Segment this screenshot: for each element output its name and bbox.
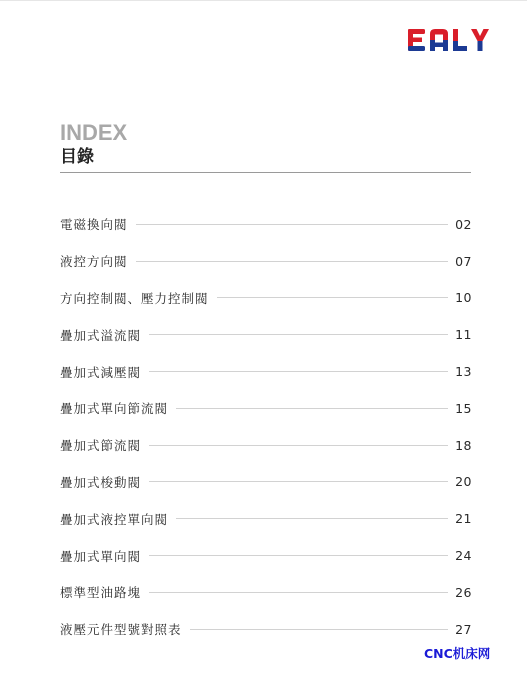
toc-entry-title: 液壓元件型號對照表	[60, 622, 182, 638]
toc-entry[interactable]	[60, 243, 472, 280]
toc-entry-title: 疊加式減壓閥	[60, 364, 142, 380]
toc-entry-page: 07	[455, 253, 472, 269]
toc-entry-title: 電磁換向閥	[60, 217, 128, 233]
toc-entry-title: 疊加式液控單向閥	[60, 511, 169, 527]
toc-entry-page: 02	[455, 216, 472, 232]
toc-entry-title: 疊加式單向閥	[60, 548, 142, 564]
toc-entry-title: 標準型油路塊	[60, 585, 142, 601]
toc-entry[interactable]	[60, 537, 472, 574]
toc-entry[interactable]	[60, 353, 472, 390]
toc-entry[interactable]	[60, 427, 472, 464]
toc-entry[interactable]	[60, 316, 472, 353]
toc-leader-line	[217, 297, 448, 298]
toc-list	[60, 206, 472, 648]
toc-entry-page: 10	[455, 290, 472, 306]
toc-leader-line	[136, 224, 448, 225]
toc-entry[interactable]	[60, 464, 472, 501]
toc-leader-line	[149, 334, 448, 335]
toc-entry-title: 液控方向閥	[60, 254, 128, 270]
toc-entry-page: 18	[455, 437, 472, 453]
toc-entry-page: 21	[455, 511, 472, 527]
toc-entry-page: 15	[455, 400, 472, 416]
index-title: INDEX	[60, 120, 128, 145]
toc-leader-line	[176, 518, 448, 519]
toc-entry-page: 11	[455, 327, 472, 343]
toc-entry[interactable]	[60, 206, 472, 243]
toc-entry[interactable]	[60, 574, 472, 611]
toc-leader-line	[190, 629, 448, 630]
toc-entry[interactable]	[60, 500, 472, 537]
toc-leader-line	[149, 445, 448, 446]
toc-entry-page: 24	[455, 548, 472, 564]
watermark-text: CNC机床网	[424, 646, 491, 661]
toc-entry-page: 27	[455, 621, 472, 637]
page-top-rule	[0, 0, 527, 1]
toc-entry-title: 疊加式梭動閥	[60, 474, 142, 490]
toc-entry[interactable]	[60, 280, 472, 317]
toc-entry[interactable]	[60, 611, 472, 648]
toc-leader-line	[149, 481, 448, 482]
toc-entry-page: 26	[455, 584, 472, 600]
toc-leader-line	[149, 371, 448, 372]
toc-entry-title: 疊加式節流閥	[60, 438, 142, 454]
toc-leader-line	[149, 592, 448, 593]
toc-entry-title: 疊加式溢流閥	[60, 327, 142, 343]
toc-entry-title: 方向控制閥、壓力控制閥	[60, 290, 209, 306]
index-subtitle: 目錄	[60, 147, 94, 167]
toc-entry-page: 20	[455, 474, 472, 490]
ealy-logo	[408, 26, 492, 54]
toc-leader-line	[176, 408, 448, 409]
toc-entry-title: 疊加式單向節流閥	[60, 401, 169, 417]
toc-leader-line	[136, 261, 448, 262]
header-divider	[60, 172, 471, 173]
toc-entry[interactable]	[60, 390, 472, 427]
toc-leader-line	[149, 555, 448, 556]
toc-entry-page: 13	[455, 364, 472, 380]
